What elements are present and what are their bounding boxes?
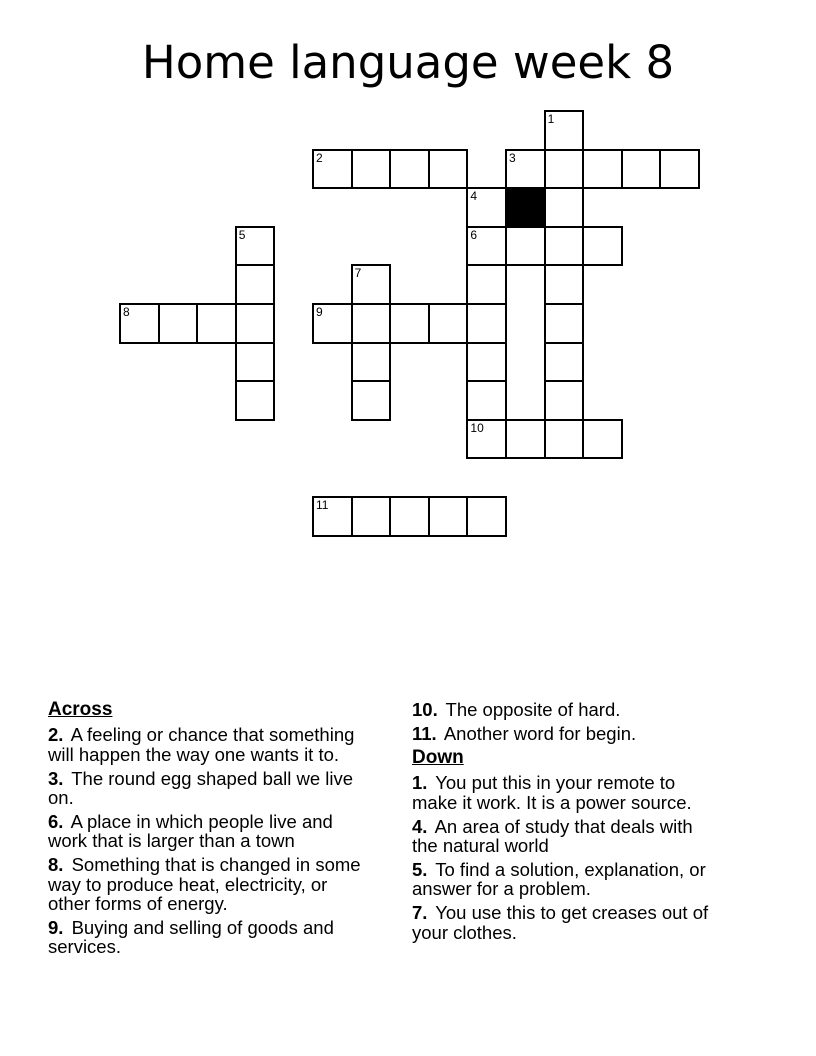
grid-cell [621, 149, 662, 190]
grid-cell [389, 496, 430, 537]
clue-5-down [412, 860, 717, 899]
grid-cell [466, 187, 507, 228]
grid-cell [505, 149, 546, 190]
grid-cell [544, 342, 585, 383]
clue-4-down [412, 817, 717, 856]
clue-number: 7. [412, 902, 428, 924]
clue-1-down [412, 773, 717, 812]
clue-text: Another word for begin. [443, 722, 637, 744]
grid-cell [466, 380, 507, 421]
clue-number: 10. [412, 699, 438, 720]
grid-cell [505, 419, 546, 460]
clue-text: The opposite of hard. [445, 699, 621, 720]
clue-text: You put this in your remote to make it work. It is a power source. [412, 772, 692, 813]
clue-2-across [48, 725, 370, 764]
cell-number: 1 [547, 112, 555, 126]
grid-cell [196, 303, 237, 344]
clue-number: 4. [412, 815, 428, 837]
grid-cell [544, 419, 585, 460]
grid-cell [351, 264, 392, 305]
grid-cell [659, 149, 700, 190]
grid-cell [351, 342, 392, 383]
grid-cell [428, 149, 469, 190]
clue-number: 9. [48, 917, 64, 939]
cell-number: 8 [123, 305, 130, 319]
clue-number: 2. [48, 724, 64, 746]
grid-cell [582, 419, 623, 460]
clue-11-across [412, 724, 717, 743]
grid-cell [544, 187, 585, 228]
grid-cell [544, 380, 585, 421]
grid-cell [119, 303, 160, 344]
grid-cell [312, 303, 353, 344]
clue-text: Buying and selling of goods and services. [48, 917, 334, 958]
clue-text: You use this to get creases out of your clothes. [412, 902, 709, 943]
clue-number: 3. [48, 767, 64, 789]
grid-cell [235, 380, 276, 421]
grid-cell [235, 342, 276, 383]
grid-cell [466, 419, 507, 460]
grid-cell [158, 303, 199, 344]
clue-text: An area of study that deals with the natural world [412, 815, 693, 856]
grid-cell [312, 149, 353, 190]
across-header-label: Across [48, 699, 113, 720]
clue-number: 11. [412, 722, 437, 744]
grid-cell-black [505, 187, 546, 228]
clue-3-across [48, 769, 370, 808]
grid-cell [389, 149, 430, 190]
cell-number: 10 [470, 420, 484, 435]
cell-number: 5 [238, 227, 246, 242]
puzzle-title: Home language week 8 [141, 36, 675, 89]
grid-cell [235, 303, 276, 344]
cell-number: 7 [354, 266, 362, 281]
grid-cell [544, 303, 585, 344]
down-header [412, 748, 717, 767]
cell-number: 3 [509, 150, 516, 165]
clue-text: A feeling or chance that something will happen the way one wants it to. [48, 724, 355, 765]
grid-cell [544, 264, 585, 305]
clue-9-across [48, 918, 370, 957]
grid-cell [582, 226, 623, 267]
clue-number: 5. [412, 858, 428, 880]
grid-cell [466, 226, 507, 267]
grid-cell [466, 303, 507, 344]
cell-number: 4 [470, 189, 478, 204]
clues-left-column [48, 700, 370, 961]
grid-cell [428, 496, 469, 537]
grid-cell [351, 303, 392, 344]
grid-cell [351, 380, 392, 421]
clue-number: 8. [48, 854, 64, 876]
grid-cell [351, 149, 392, 190]
clue-number: 1. [412, 772, 428, 794]
cell-number: 11 [316, 498, 329, 512]
grid-cell [466, 496, 507, 537]
grid-cell [312, 496, 353, 537]
cell-number: 9 [316, 305, 323, 319]
clue-text: The round egg shaped ball we live on. [48, 767, 354, 809]
clue-8-across [48, 855, 370, 913]
cell-number: 6 [470, 227, 478, 242]
clue-text: To find a solution, explanation, or answer for a problem. [412, 858, 706, 900]
grid-cell [544, 226, 585, 267]
clue-number: 6. [48, 811, 64, 833]
grid-cell [351, 496, 392, 537]
grid-cell [466, 342, 507, 383]
grid-cell [505, 226, 546, 267]
grid-cell [428, 303, 469, 344]
clue-text: Something that is changed in some way to produce heat, electricity, or other forms of energy. [48, 854, 361, 915]
clue-text: A place in which people live and work that is larger than a town [48, 811, 333, 852]
grid-cell [389, 303, 430, 344]
cell-number: 2 [316, 150, 323, 165]
clue-6-across [48, 812, 370, 851]
grid-cell [466, 264, 507, 305]
grid-cell [235, 264, 276, 305]
grid-cell [582, 149, 623, 190]
grid-cell [544, 149, 585, 190]
clues-right-column [412, 700, 717, 946]
across-header [48, 700, 370, 719]
clue-10-across [412, 700, 717, 719]
down-header-label: Down [412, 746, 464, 768]
clue-7-down [412, 903, 717, 942]
grid-cell [235, 226, 276, 267]
grid-cell [544, 110, 585, 151]
